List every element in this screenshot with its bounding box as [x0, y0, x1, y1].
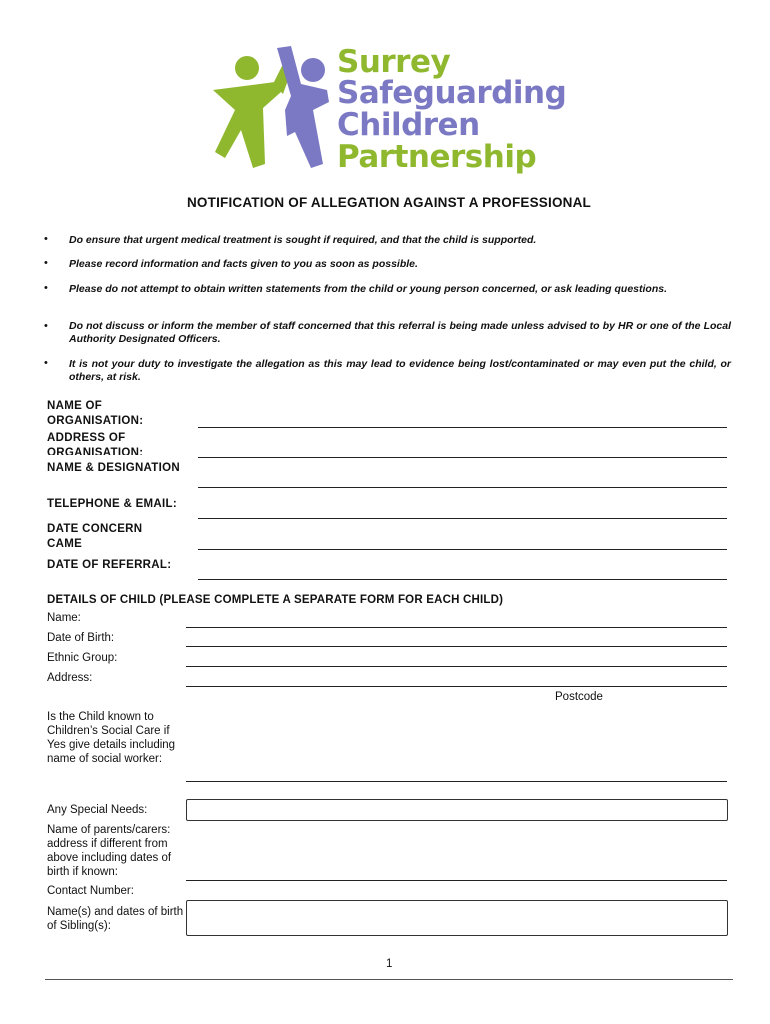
- instruction-4: Do not discuss or inform the member of staff concerned that this referral is being made unless advised to by HR or one of the Local Authority Designated Officers.: [69, 320, 731, 345]
- siblings-input[interactable]: [186, 900, 728, 936]
- bullet-dot: •: [44, 257, 48, 269]
- date-referral-field[interactable]: [198, 579, 727, 580]
- page-number: 1: [386, 958, 393, 970]
- logo-line-2: Safeguarding: [337, 75, 567, 111]
- dob-label: Date of Birth:: [47, 632, 115, 644]
- instruction-3: Please do not attempt to obtain written statements from the child or young person concerned, or ask leading questions.: [69, 283, 668, 295]
- ethnic-group-label: Ethnic Group:: [47, 652, 118, 664]
- instruction-1: Do ensure that urgent medical treatment is sought if required, and that the child is supported.: [69, 234, 537, 246]
- date-concern-field[interactable]: [198, 549, 727, 550]
- postcode-label: Postcode: [555, 691, 603, 703]
- special-needs-input[interactable]: [186, 799, 728, 821]
- logo-line-3: Children: [337, 107, 480, 143]
- org-name-field[interactable]: [198, 427, 727, 428]
- org-address-label: ADDRESS OF ORGANISATION:: [47, 432, 144, 455]
- address-field[interactable]: [186, 686, 727, 687]
- social-care-label: Is the Child known to Children’s Social Care if Yes give details including name of social worker:: [47, 711, 176, 765]
- contact-number-label: Contact Number:: [47, 885, 134, 897]
- child-name-field[interactable]: [186, 627, 727, 628]
- date-referral-label: DATE OF REFERRAL:: [47, 559, 172, 571]
- child-section-heading: DETAILS OF CHILD (PLEASE COMPLETE A SEPARATE FORM FOR EACH CHILD): [47, 594, 504, 606]
- instruction-2: Please record information and facts given to you as soon as possible.: [69, 258, 418, 270]
- parents-carers-field[interactable]: [186, 880, 727, 881]
- parents-carers-label: Name of parents/carers: address if different from above including dates of birth if known:: [47, 824, 172, 878]
- address-label: Address:: [47, 672, 93, 684]
- special-needs-label: Any Special Needs:: [47, 804, 148, 816]
- bullet-dot: •: [44, 357, 48, 369]
- date-concern-label: DATE CONCERN CAME: [47, 523, 143, 547]
- dob-field[interactable]: [186, 646, 727, 647]
- telephone-email-label: TELEPHONE & EMAIL:: [47, 498, 177, 510]
- child-name-label: Name:: [47, 612, 81, 624]
- telephone-email-field[interactable]: [198, 518, 727, 519]
- org-name-label: NAME OF ORGANISATION:: [47, 400, 144, 427]
- bullet-dot: •: [44, 233, 48, 245]
- instruction-5: It is not your duty to investigate the allegation as this may lead to evidence being lost/contaminated or may even put the child, or others, at risk.: [69, 358, 731, 383]
- logo-line-4: Partnership: [337, 139, 537, 175]
- logo-figures-icon: [205, 40, 345, 180]
- page-title: NOTIFICATION OF ALLEGATION AGAINST A PROFESSIONAL: [186, 195, 592, 210]
- logo-line-1: Surrey: [337, 44, 451, 80]
- name-designation-label: NAME & DESIGNATION: [47, 462, 180, 474]
- bullet-dot: •: [44, 282, 48, 294]
- ethnic-group-field[interactable]: [186, 666, 727, 667]
- footer-divider: [45, 979, 733, 980]
- name-designation-field[interactable]: [198, 487, 727, 488]
- org-address-field[interactable]: [198, 457, 727, 458]
- siblings-label: Name(s) and dates of birth of Sibling(s):: [47, 906, 184, 932]
- social-care-field[interactable]: [186, 781, 727, 782]
- bullet-dot: •: [44, 320, 48, 332]
